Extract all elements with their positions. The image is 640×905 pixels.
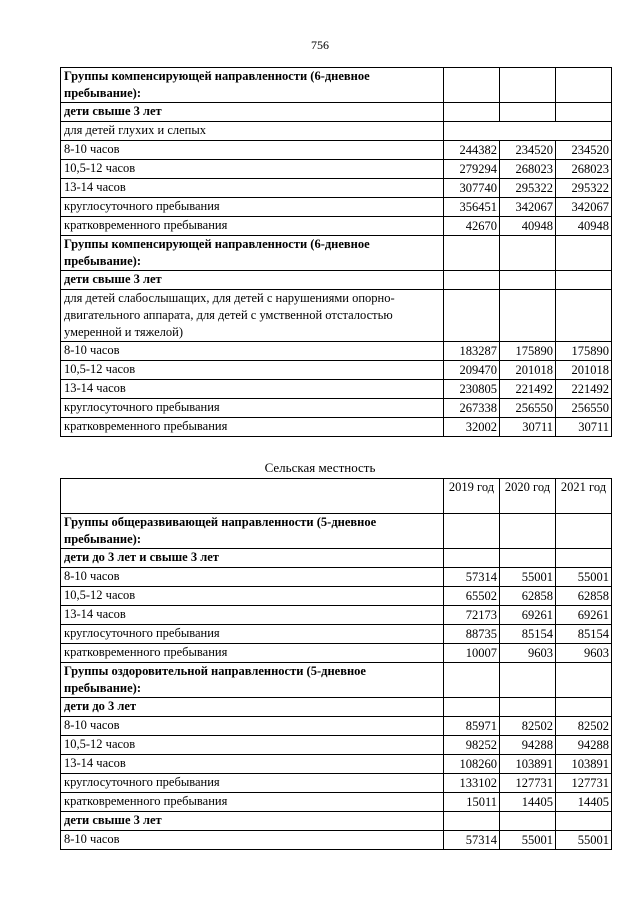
table-row [61,736,612,755]
row-label: 10,5-12 часов [61,587,444,606]
value-cell: 234520 [556,141,612,160]
value-cell [444,663,500,698]
table-row [61,342,612,361]
row-label: 13-14 часов [61,755,444,774]
table-row [61,271,612,290]
value-cell [556,68,612,103]
table-row [61,179,612,198]
value-cell: 295322 [556,179,612,198]
table-row [61,625,612,644]
table-row [61,380,612,399]
page-number: 756 [311,38,329,52]
row-label: 8-10 часов [61,342,444,361]
value-cell: 279294 [444,160,500,179]
row-label: кратковременного пребывания [61,644,444,663]
row-label: круглосуточного пребывания [61,399,444,418]
value-cell: 342067 [500,198,556,217]
value-cell: 98252 [444,736,500,755]
value-cell [556,812,612,831]
table-row [61,399,612,418]
value-cell [500,236,556,271]
table-row [61,122,612,141]
tariff-table-1 [60,67,612,437]
value-cell [444,812,500,831]
value-cell: 183287 [444,342,500,361]
value-cell [556,663,612,698]
value-cell [556,236,612,271]
value-cell: 244382 [444,141,500,160]
value-cell: 267338 [444,399,500,418]
value-cell: 127731 [556,774,612,793]
row-label: кратковременного пребывания [61,793,444,812]
value-cell: 356451 [444,198,500,217]
value-cell: 127731 [500,774,556,793]
value-cell: 268023 [500,160,556,179]
value-cell [444,271,500,290]
value-cell [500,663,556,698]
header-year-2020: 2020 год [500,479,556,514]
value-cell: 57314 [444,831,500,850]
value-cell: 62858 [500,587,556,606]
value-cell [556,514,612,549]
value-cell: 94288 [556,736,612,755]
table-row [61,361,612,380]
value-cell: 55001 [556,831,612,850]
value-cell: 65502 [444,587,500,606]
row-label: для детей слабослышащих, для детей с нарушениями опорно-двигательного аппарата, для детей с умственной отсталостью умеренной и тяжелой) [61,290,444,342]
row-label: дети свыше 3 лет [61,271,444,290]
table-row [61,606,612,625]
value-cell [556,290,612,342]
value-cell [500,549,556,568]
table-row [61,812,612,831]
value-cell: 209470 [444,361,500,380]
table-row [61,103,612,122]
row-label: кратковременного пребывания [61,217,444,236]
table-row [61,418,612,437]
table-row [61,198,612,217]
empty-cell [444,122,612,141]
value-cell: 57314 [444,568,500,587]
value-cell: 85154 [500,625,556,644]
row-label: 8-10 часов [61,141,444,160]
row-label: для детей глухих и слепых [61,122,444,141]
table-row [61,236,612,271]
value-cell [500,290,556,342]
value-cell: 103891 [500,755,556,774]
value-cell: 14405 [500,793,556,812]
table-row [61,644,612,663]
value-cell: 85154 [556,625,612,644]
table-row [61,774,612,793]
value-cell: 268023 [556,160,612,179]
row-label: 13-14 часов [61,380,444,399]
value-cell: 69261 [500,606,556,625]
value-cell: 10007 [444,644,500,663]
table-row [61,68,612,103]
value-cell [444,290,500,342]
value-cell [556,271,612,290]
header-year-2021: 2021 год [556,479,612,514]
value-cell: 108260 [444,755,500,774]
value-cell [500,271,556,290]
value-cell [556,549,612,568]
value-cell: 94288 [500,736,556,755]
table-row [61,793,612,812]
value-cell: 32002 [444,418,500,437]
value-cell: 295322 [500,179,556,198]
table-row [61,663,612,698]
table-row [61,217,612,236]
table-row [61,549,612,568]
value-cell: 221492 [556,380,612,399]
value-cell: 69261 [556,606,612,625]
table-row [61,698,612,717]
value-cell [556,698,612,717]
value-cell: 15011 [444,793,500,812]
row-label: 8-10 часов [61,717,444,736]
value-cell: 82502 [556,717,612,736]
value-cell: 234520 [500,141,556,160]
row-label: дети свыше 3 лет [61,103,444,122]
table-row [61,831,612,850]
header-empty-cell [61,479,444,514]
row-label: 10,5-12 часов [61,736,444,755]
table-row [61,290,612,342]
row-label: кратковременного пребывания [61,418,444,437]
row-label: дети свыше 3 лет [61,812,444,831]
value-cell [444,698,500,717]
value-cell: 201018 [556,361,612,380]
value-cell: 9603 [556,644,612,663]
table-row [61,160,612,179]
value-cell [500,698,556,717]
value-cell: 342067 [556,198,612,217]
table-row [61,717,612,736]
row-label: 13-14 часов [61,606,444,625]
row-label: 10,5-12 часов [61,160,444,179]
value-cell: 55001 [500,831,556,850]
value-cell: 55001 [556,568,612,587]
row-label: Группы оздоровительной направленности (5-дневное пребывание): [61,663,444,698]
row-label: круглосуточного пребывания [61,198,444,217]
value-cell: 175890 [500,342,556,361]
value-cell [444,68,500,103]
value-cell [444,514,500,549]
value-cell: 133102 [444,774,500,793]
row-label: Группы общеразвивающей направленности (5-дневное пребывание): [61,514,444,549]
row-label: дети до 3 лет [61,698,444,717]
row-label: Группы компенсирующей направленности (6-дневное пребывание): [61,68,444,103]
value-cell: 88735 [444,625,500,644]
value-cell: 30711 [500,418,556,437]
row-label: 10,5-12 часов [61,361,444,380]
value-cell: 42670 [444,217,500,236]
value-cell: 55001 [500,568,556,587]
value-cell: 256550 [500,399,556,418]
value-cell [500,514,556,549]
value-cell: 256550 [556,399,612,418]
row-label: дети до 3 лет и свыше 3 лет [61,549,444,568]
value-cell: 307740 [444,179,500,198]
value-cell: 14405 [556,793,612,812]
value-cell [500,103,556,122]
value-cell: 82502 [500,717,556,736]
value-cell: 40948 [556,217,612,236]
value-cell: 103891 [556,755,612,774]
row-label: Группы компенсирующей направленности (6-дневное пребывание): [61,236,444,271]
value-cell: 230805 [444,380,500,399]
value-cell [500,812,556,831]
value-cell [444,236,500,271]
table-header-row [61,479,612,514]
row-label: 8-10 часов [61,568,444,587]
table-row [61,141,612,160]
value-cell: 85971 [444,717,500,736]
value-cell: 62858 [556,587,612,606]
value-cell: 175890 [556,342,612,361]
value-cell [500,68,556,103]
table-row [61,568,612,587]
row-label: 8-10 часов [61,831,444,850]
tariff-table-2 [60,478,612,850]
value-cell: 221492 [500,380,556,399]
section-caption: Сельская местность [264,460,376,475]
table-row [61,587,612,606]
value-cell: 201018 [500,361,556,380]
table-row [61,755,612,774]
row-label: круглосуточного пребывания [61,774,444,793]
value-cell: 30711 [556,418,612,437]
value-cell [444,549,500,568]
header-year-2019: 2019 год [444,479,500,514]
value-cell: 72173 [444,606,500,625]
row-label: круглосуточного пребывания [61,625,444,644]
value-cell: 9603 [500,644,556,663]
value-cell [556,103,612,122]
row-label: 13-14 часов [61,179,444,198]
value-cell: 40948 [500,217,556,236]
value-cell [444,103,500,122]
table-row [61,514,612,549]
